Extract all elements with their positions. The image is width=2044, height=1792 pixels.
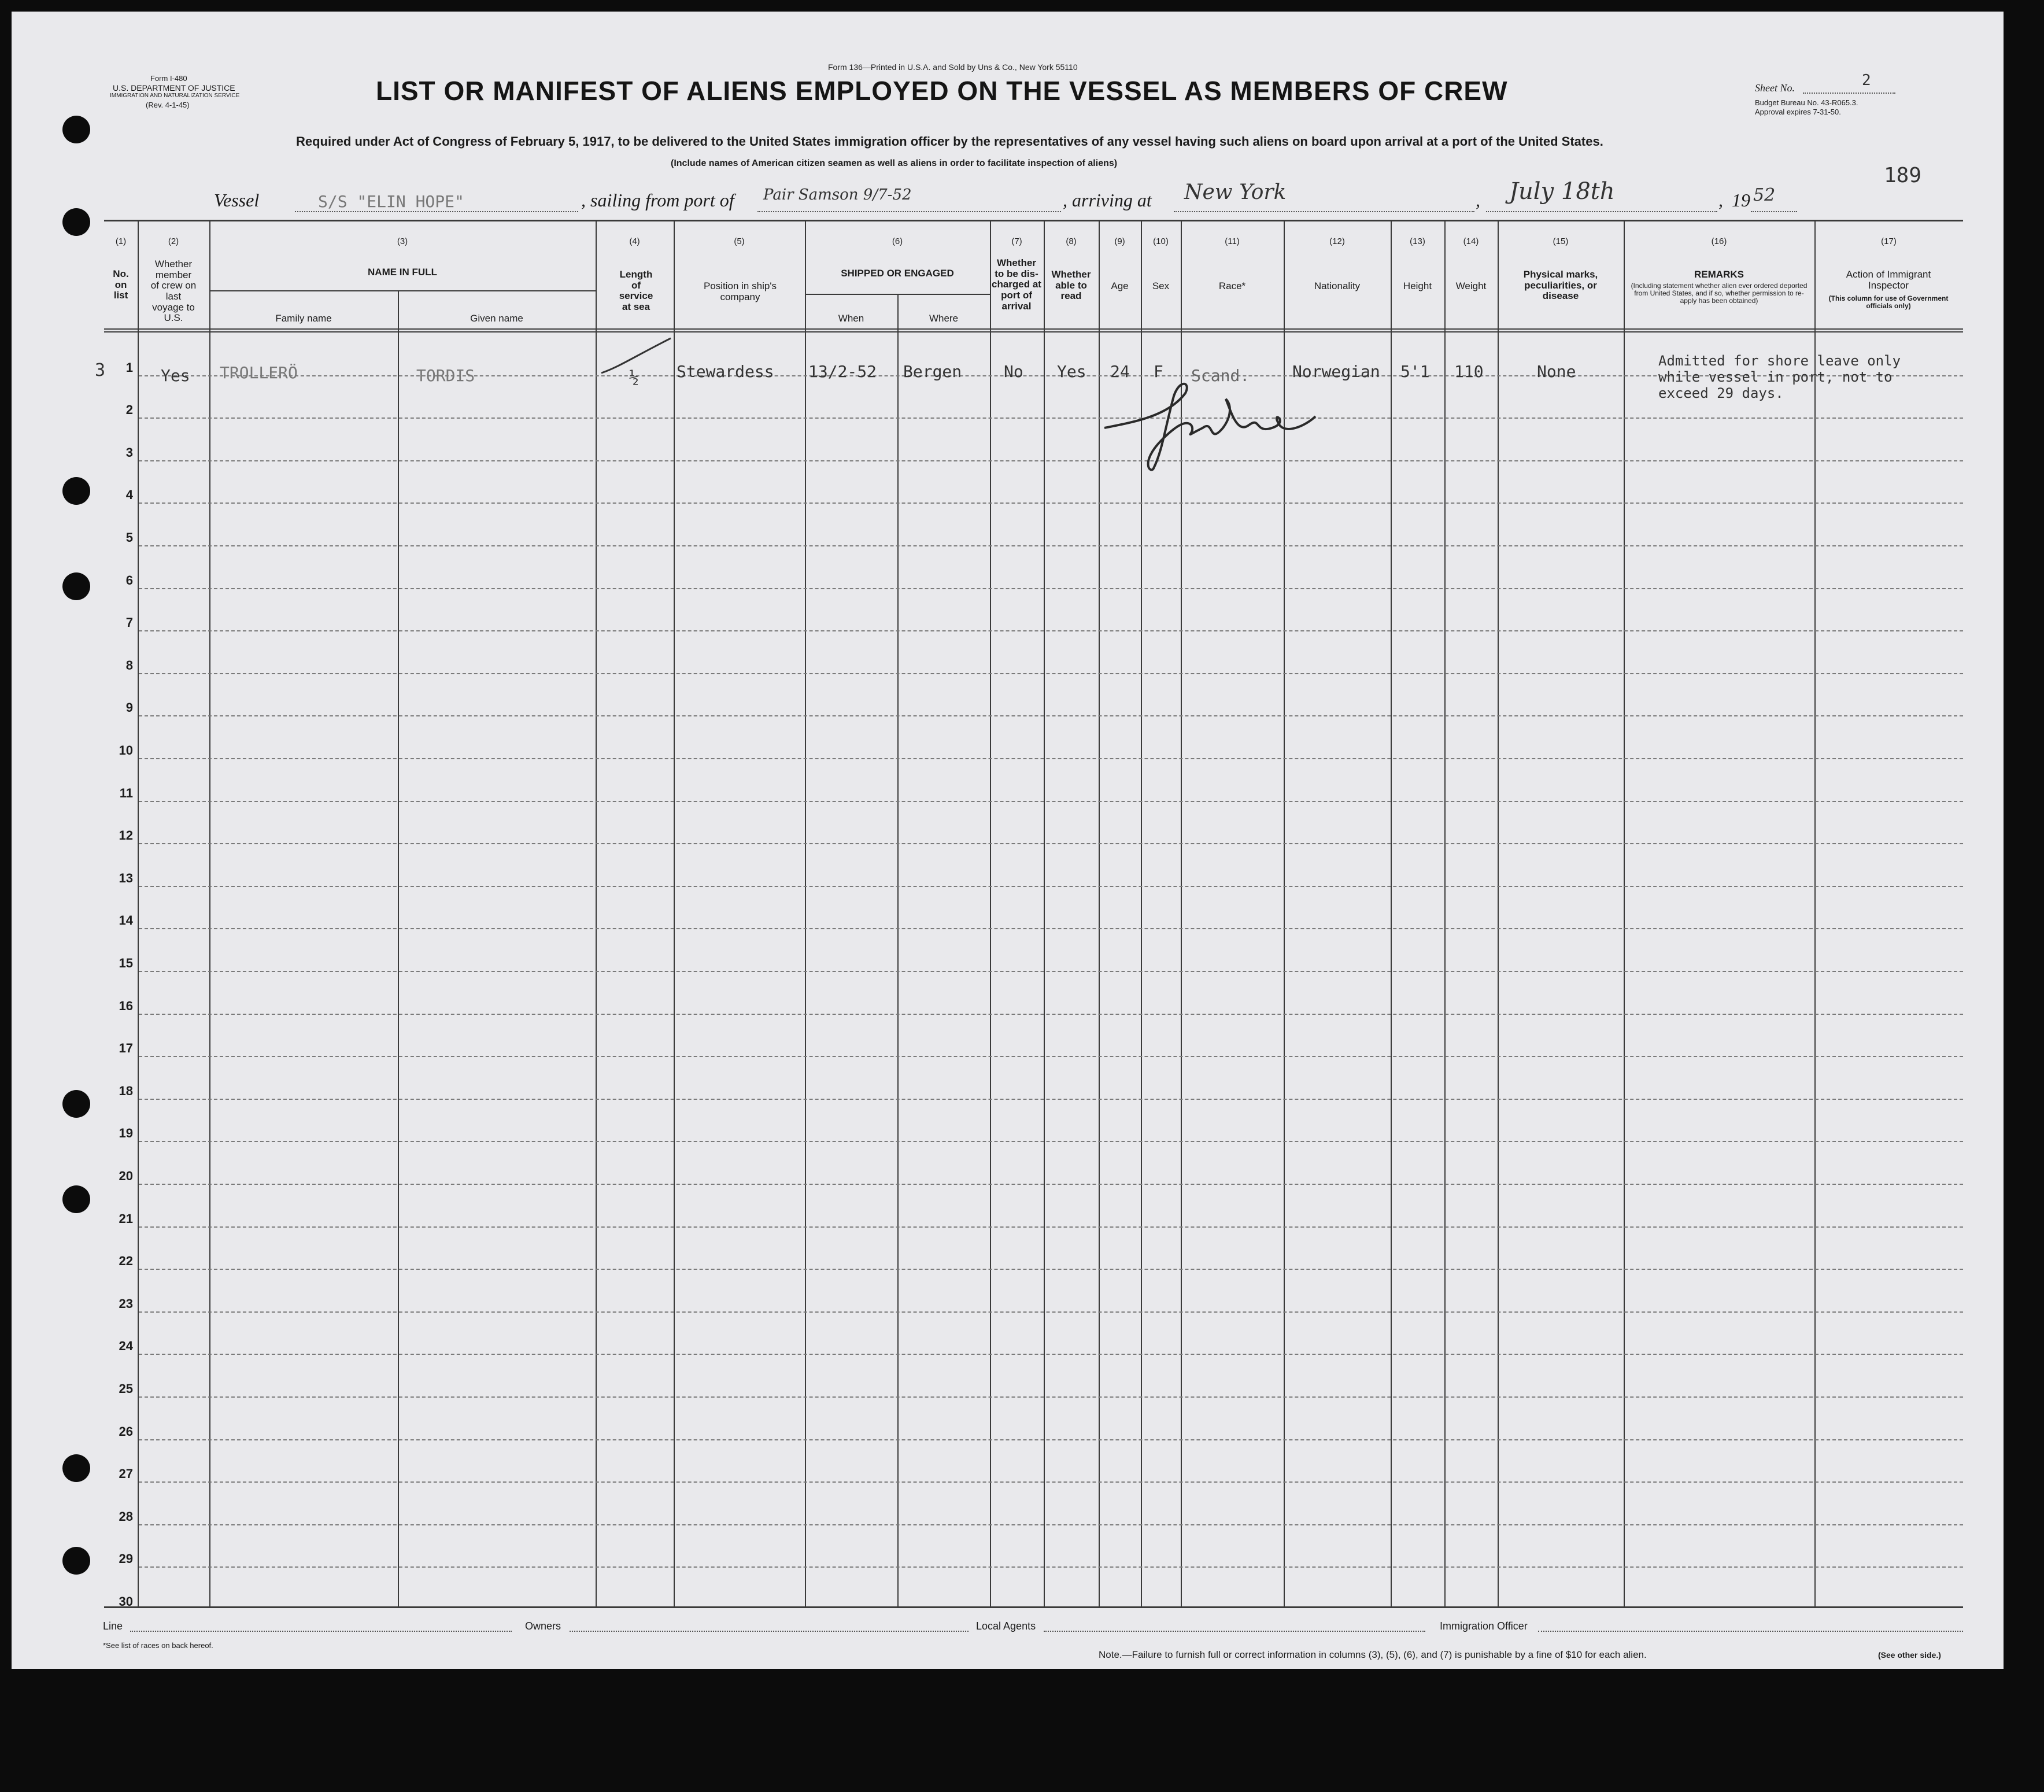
- see-other-side: (See other side.): [1878, 1650, 1941, 1660]
- sailing-underline: [757, 211, 1061, 212]
- col12-number: (12): [1329, 237, 1345, 246]
- col14-header: Weight: [1455, 280, 1487, 291]
- budget-bureau: Budget Bureau No. 43-R065.3.: [1755, 98, 1858, 107]
- row-number: 25: [119, 1381, 133, 1396]
- row-number: 28: [119, 1509, 133, 1524]
- year-prefix: 19: [1732, 190, 1750, 210]
- row-number: 15: [119, 956, 133, 970]
- entry-remarks-line3: exceed 29 days.: [1658, 385, 1784, 401]
- col7-header: Whether to be dis-charged at port of arrival: [992, 257, 1041, 312]
- row-rule: [139, 843, 1963, 844]
- row-rule: [139, 715, 1963, 716]
- col9-number: (9): [1114, 237, 1125, 246]
- col1-number: (1): [115, 237, 127, 246]
- page-number: 189: [1884, 164, 1922, 187]
- entry-when: 13/2-52: [808, 362, 877, 381]
- column-divider: [596, 221, 597, 1608]
- arriving-underline: [1174, 211, 1474, 212]
- entry-weight: 110: [1454, 362, 1484, 381]
- row-rule: [139, 1099, 1963, 1100]
- row-rule: [139, 1566, 1963, 1568]
- column-divider: [1444, 221, 1446, 1608]
- col16-number: (16): [1711, 237, 1727, 246]
- row-rule: [139, 1056, 1963, 1057]
- col14-number: (14): [1463, 237, 1479, 246]
- entry-able-to-read: Yes: [1057, 362, 1086, 381]
- list-prefix: 3: [95, 360, 106, 380]
- column-divider: [398, 290, 399, 1608]
- row-number: 24: [119, 1339, 133, 1353]
- footer-agents-underline: [1044, 1631, 1425, 1632]
- punch-hole: [62, 1547, 90, 1575]
- entry-last-voyage: Yes: [161, 366, 190, 385]
- row-rule: [139, 928, 1963, 929]
- column-divider: [1624, 221, 1625, 1608]
- col10-number: (10): [1153, 237, 1169, 246]
- row-number: 29: [119, 1551, 133, 1566]
- row-number: 17: [119, 1041, 133, 1055]
- arrival-date: July 18th: [1509, 178, 1615, 205]
- sheet-label: Sheet No.: [1755, 82, 1795, 94]
- column-divider: [897, 294, 899, 1608]
- row-number: 1: [125, 360, 133, 375]
- arriving-port: New York: [1184, 180, 1287, 204]
- vessel-underline: [295, 211, 578, 212]
- given-name-header: Given name: [470, 313, 523, 324]
- sailing-port: Pair Samson 9/7-52: [763, 186, 912, 204]
- family-name-header: Family name: [275, 313, 332, 324]
- col5-number: (5): [734, 237, 745, 246]
- row-number: 11: [119, 786, 133, 800]
- row-rule: [139, 801, 1963, 802]
- row-number: 14: [119, 913, 133, 928]
- row-rule: [139, 417, 1963, 419]
- col16-header: REMARKS: [1694, 269, 1744, 280]
- row-number: 10: [119, 743, 133, 758]
- col2-number: (2): [168, 237, 179, 246]
- column-divider: [209, 221, 210, 1608]
- header-bottom-rule: [104, 331, 1963, 332]
- col3-header: NAME IN FULL: [368, 267, 437, 278]
- entry-physical: None: [1537, 362, 1576, 381]
- entry-remarks-line2: while vessel in port, not to: [1658, 369, 1893, 385]
- row-number: 26: [119, 1424, 133, 1439]
- column-divider: [1391, 221, 1392, 1608]
- row-rule: [139, 758, 1963, 759]
- entry-remarks-line1: Admitted for shore leave only: [1658, 353, 1901, 369]
- row-rule: [139, 1524, 1963, 1525]
- row-rule: [139, 1184, 1963, 1185]
- comma-separator: ,: [1718, 190, 1723, 210]
- entry-nationality: Norwegian: [1292, 362, 1380, 381]
- service-name: IMMIGRATION AND NATURALIZATION SERVICE: [110, 93, 240, 99]
- row-rule: [139, 460, 1963, 461]
- col8-number: (8): [1066, 237, 1077, 246]
- col13-number: (13): [1410, 237, 1425, 246]
- penalty-note: Note.—Failure to furnish full or correct information in columns (3), (5), (6), and (7) is punishable by a fine of $10 for each alien.: [1099, 1649, 1647, 1660]
- column-divider: [1498, 221, 1499, 1608]
- col7-number: (7): [1011, 237, 1022, 246]
- row-number: 23: [119, 1296, 133, 1311]
- sailing-label: , sailing from port of: [581, 190, 734, 210]
- header-bottom-rule: [104, 328, 1963, 330]
- footer-owners-label: Owners: [525, 1620, 561, 1632]
- footer-line-underline: [130, 1631, 512, 1632]
- form-id: Form I-480: [150, 74, 187, 83]
- row-rule: [139, 588, 1963, 589]
- footer-line-label: Line: [103, 1620, 123, 1632]
- sheet-number-underline: [1803, 93, 1895, 94]
- col3-number: (3): [397, 237, 408, 246]
- comma-separator: ,: [1476, 190, 1480, 210]
- department: U.S. DEPARTMENT OF JUSTICE: [113, 83, 235, 93]
- page-title: LIST OR MANIFEST OF ALIENS EMPLOYED ON THE VESSEL AS MEMBERS OF CREW: [376, 76, 1508, 106]
- col17-header: Action of Immigrant Inspector: [1846, 269, 1931, 291]
- footer-officer-label: Immigration Officer: [1440, 1620, 1528, 1632]
- punch-hole: [62, 1454, 90, 1482]
- row-rule: [139, 1141, 1963, 1142]
- punch-hole: [62, 208, 90, 236]
- col9-header: Age: [1111, 280, 1129, 291]
- column-divider: [674, 221, 675, 1608]
- row-number: 21: [119, 1211, 133, 1226]
- row-rule: [139, 886, 1963, 887]
- row-number: 5: [125, 530, 133, 545]
- column-divider: [1044, 221, 1045, 1608]
- year-value: 52: [1753, 185, 1776, 205]
- printer-line: Form 136—Printed in U.S.A. and Sold by Uns & Co., New York 55110: [828, 62, 1078, 72]
- row-number: 20: [119, 1169, 133, 1183]
- footer-owners-underline: [570, 1631, 969, 1632]
- row-number: 22: [119, 1254, 133, 1268]
- when-header: When: [838, 313, 864, 324]
- row-rule: [139, 971, 1963, 972]
- entry-family-name: TROLLERÖ: [220, 363, 298, 382]
- row-rule: [139, 1014, 1963, 1015]
- footer-officer-underline: [1538, 1631, 1963, 1632]
- column-divider: [805, 221, 806, 1608]
- footer-agents-label: Local Agents: [976, 1620, 1036, 1632]
- row-number: 2: [125, 402, 133, 417]
- column-divider: [990, 221, 991, 1608]
- row-rule: [139, 1269, 1963, 1270]
- row-number: 30: [119, 1594, 133, 1609]
- punch-hole: [62, 572, 90, 600]
- col8-header: Whether able to read: [1051, 269, 1091, 302]
- races-note: *See list of races on back hereof.: [103, 1641, 213, 1650]
- row-rule: [139, 1354, 1963, 1355]
- entry-sex: F: [1154, 362, 1163, 381]
- row-number: 6: [125, 573, 133, 588]
- check-mark: [596, 332, 677, 379]
- vessel-name: S/S "ELIN HOPE": [318, 192, 464, 211]
- vessel-label: Vessel: [214, 190, 260, 210]
- row-number: 27: [119, 1466, 133, 1481]
- entry-age: 24: [1110, 362, 1130, 381]
- row-number: 4: [125, 487, 133, 502]
- date-underline: [1486, 211, 1717, 212]
- table-bottom-rule: [104, 1606, 1963, 1608]
- row-rule: [139, 545, 1963, 546]
- col2-header: Whether member of crew on last voyage to U.S.: [150, 258, 197, 324]
- column-divider: [138, 221, 139, 1608]
- entry-height: 5'1: [1400, 362, 1430, 381]
- row-number: 12: [119, 828, 133, 843]
- inspector-signature: [1099, 370, 1341, 474]
- row-rule: [139, 503, 1963, 504]
- col17-subheader: (This column for use of Government officials only): [1828, 294, 1949, 311]
- row-rule: [139, 1481, 1963, 1483]
- row-number: 18: [119, 1084, 133, 1098]
- col17-number: (17): [1881, 237, 1897, 246]
- table-top-rule: [104, 220, 1963, 221]
- row-rule: [139, 1226, 1963, 1228]
- col1-header: No. on list: [113, 268, 129, 301]
- arriving-label: , arriving at: [1063, 190, 1152, 210]
- col15-header: Physical marks, peculiarities, or disease: [1523, 269, 1598, 302]
- col6-number: (6): [892, 237, 903, 246]
- col4-number: (4): [629, 237, 640, 246]
- row-number: 19: [119, 1126, 133, 1140]
- approval-expires: Approval expires 7-31-50.: [1755, 108, 1841, 116]
- row-number: 8: [125, 658, 133, 673]
- entry-race: Scand.: [1191, 366, 1250, 385]
- revision: (Rev. 4-1-45): [146, 101, 190, 109]
- col4-header: Length of service at sea: [619, 269, 653, 313]
- manifest-sheet: [12, 12, 2004, 1669]
- where-header: Where: [929, 313, 959, 324]
- col16-subheader: (Including statement whether alien ever ordered deported from United States, and if so, whether permission to re-apply has been obtained): [1631, 282, 1808, 305]
- row-rule: [139, 1439, 1963, 1440]
- col10-header: Sex: [1152, 280, 1170, 291]
- sheet-number: 2: [1862, 72, 1871, 89]
- row-number: 16: [119, 999, 133, 1013]
- row-rule: [139, 673, 1963, 674]
- requirement-text: Required under Act of Congress of February 5, 1917, to be delivered to the United States immigration officer by the representatives of any vessel having such aliens on board upon arrival at a port of the United States.: [296, 134, 1603, 149]
- row-number: 3: [125, 445, 133, 460]
- col6-header: SHIPPED OR ENGAGED: [841, 268, 954, 279]
- include-note: (Include names of American citizen seamen as well as aliens in order to facilitate inspection of aliens): [671, 158, 1118, 168]
- col5-header: Position in ship's company: [703, 280, 777, 302]
- entry-position: Stewardess: [677, 362, 774, 381]
- name-subheader-rule: [209, 290, 596, 291]
- punch-hole: [62, 1090, 90, 1118]
- row-number: 7: [125, 615, 133, 630]
- col11-header: Race*: [1218, 280, 1246, 291]
- col11-number: (11): [1225, 237, 1240, 246]
- col13-header: Height: [1403, 280, 1432, 291]
- year-underline: [1751, 211, 1797, 212]
- col15-number: (15): [1553, 237, 1569, 246]
- row-rule: [139, 630, 1963, 631]
- row-rule: [139, 1311, 1963, 1313]
- punch-hole: [62, 1185, 90, 1213]
- row-rule: [139, 1396, 1963, 1398]
- entry-where: Bergen: [903, 362, 962, 381]
- punch-hole: [62, 477, 90, 505]
- col12-header: Nationality: [1314, 280, 1361, 291]
- row-number: 13: [119, 871, 133, 885]
- entry-service: ½: [629, 368, 639, 387]
- row-number: 9: [125, 700, 133, 715]
- column-divider: [1814, 221, 1816, 1608]
- entry-discharged: No: [1004, 362, 1023, 381]
- entry-given-name: TORDIS: [416, 366, 475, 385]
- punch-hole: [62, 116, 90, 143]
